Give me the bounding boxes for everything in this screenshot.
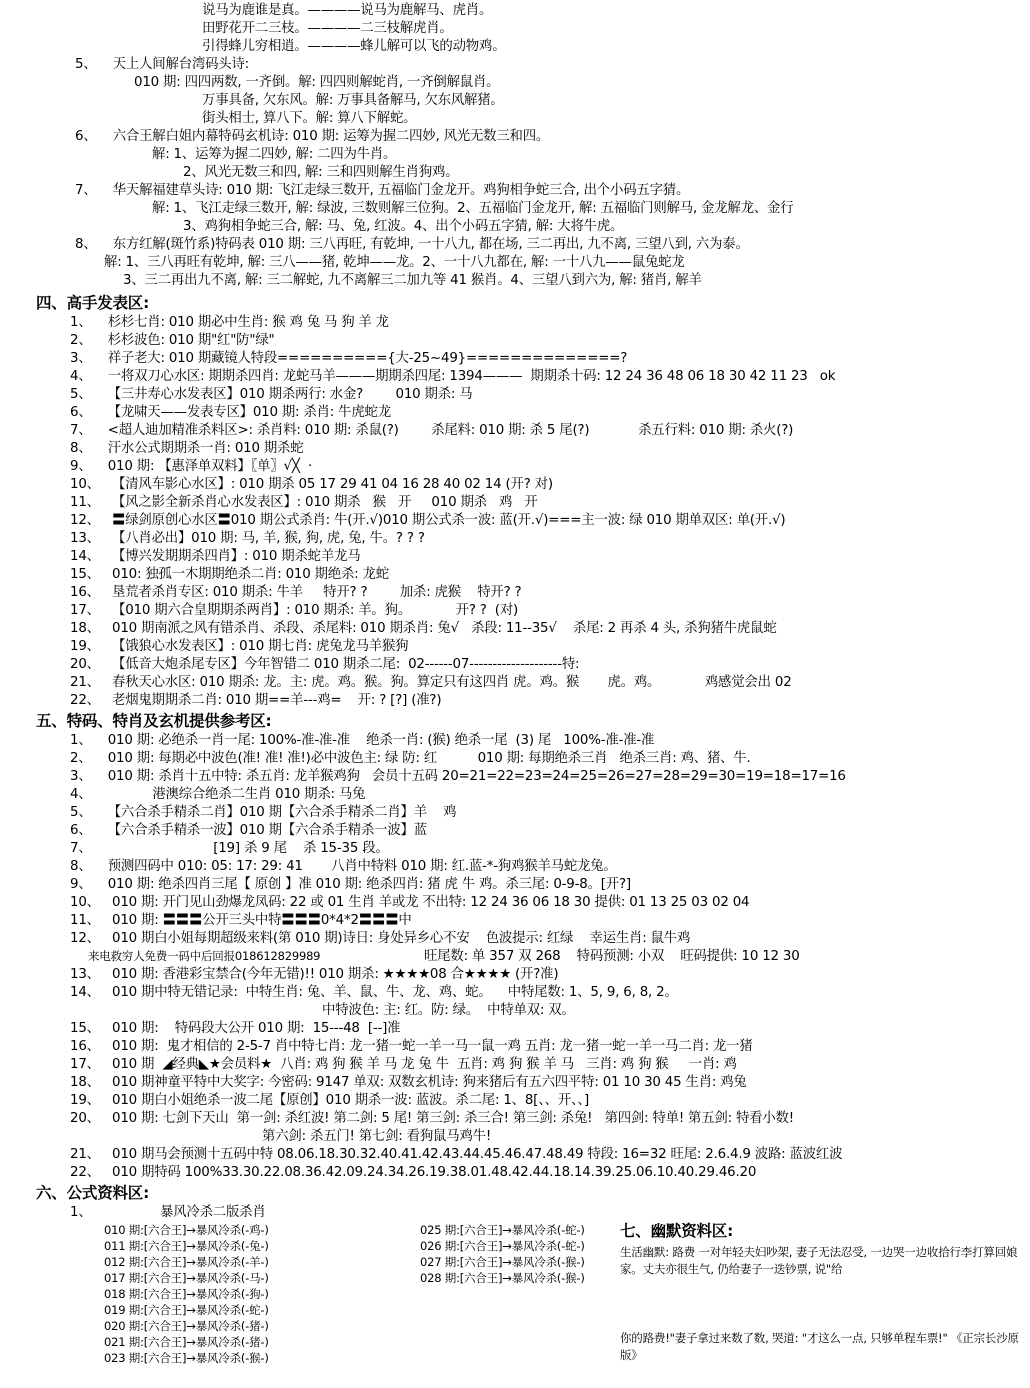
text-line: 7、 <超人迪加精准杀料区>: 杀肖料: 010 期: 杀鼠(?) 杀尾料: 010 期: 杀 5 尾(?) 杀五行料: 010 期: 杀火(?) <box>70 423 794 438</box>
text-line: 010 期: 四四两数, 一齐倒。解: 四四则解蛇肖, 一齐倒解鼠肖。 <box>134 75 500 90</box>
text-line: 8、 汗水公式期期杀一肖: 010 期杀蛇 <box>70 441 304 456</box>
text-line: 解: 1、飞江走绿三数开, 解: 绿波, 三数则解三位狗。2、五福临门金龙开, 解: 五福临门则解马, 金龙解龙、金行 <box>152 201 794 216</box>
section-heading: 六、公式资料区: <box>36 1184 150 1202</box>
text-line: 生活幽默: 路费 一对年轻夫妇吵架, 妻子无法忍受, 一边哭一边收拾行李打算回娘家。丈夫亦很生气, 仍给妻子一迭钞票, 说"给 <box>620 1245 1018 1276</box>
text-line: 20、 【低音大炮杀尾专区】今年智错二 010 期杀二尾: 02------07--------------------特: <box>70 657 580 672</box>
formula-row: 023 期:[六合王]→暴风冷杀(-猴-) <box>104 1351 269 1365</box>
text-line: 3、 祥子老大: 010 期藏镜人特段=========={大-25~49}==============? <box>70 351 628 366</box>
text-line: 6、 【龙啸天——发表专区】010 期: 杀肖: 牛虎蛇龙 <box>70 405 391 420</box>
formula-row: 020 期:[六合王]→暴风冷杀(-猪-) <box>104 1319 269 1333</box>
text-line: 5、 天上人间解台湾码头诗: <box>75 57 249 72</box>
text-line: 3、 010 期: 杀肖十五中特: 杀五肖: 龙羊猴鸡狗 会员十五码 20=21=22=23=24=25=26=27=28=29=30=19=18=17=16 <box>70 769 846 784</box>
text-line: 12、 〓绿剑原创心水区〓010 期公式杀肖: 牛(开.√)010 期公式杀一波: 蓝(开.√)===主一波: 绿 010 期单双区: 单(开.√) <box>70 513 786 528</box>
text-line: 21、 010 期马会预测十五码中特 08.06.18.30.32.40.41.42.43.44.45.46.47.48.49 特段: 16=32 旺尾: 2.6.4.9 波路: 蓝波红波 <box>70 1147 843 1162</box>
text-line: 6、 【六合杀手精杀一波】010 期【六合杀手精杀一波】蓝 <box>70 823 427 838</box>
text-line: 5、 【六合杀手精杀二肖】010 期【六合杀手精杀二肖】羊 鸡 <box>70 805 457 820</box>
text-line: 2、 杉杉波色: 010 期"红"防"绿" <box>70 333 275 348</box>
formula-row: 026 期:[六合王]→暴风冷杀(-蛇-) <box>420 1239 585 1253</box>
text-line: 街头相士, 算八下。解: 算八下解蛇。 <box>202 111 417 126</box>
text-line: 12、 010 期白小姐每期超级来料(第 010 期)诗日: 身处异乡心不安 色波提示: 红绿 幸运生肖: 鼠牛鸡 <box>70 931 691 946</box>
text-line: 解: 1、运筹为握二四妙, 解: 二四为牛肖。 <box>152 147 397 162</box>
text-line: 14、 010 期中特无错记录: 中特生肖: 兔、羊、鼠、牛、龙、鸡、蛇。 中特尾数: 1、5, 9, 6, 8, 2。 <box>70 985 678 1000</box>
text-line: 2、风光无数三和四, 解: 三和四则解生肖狗鸡。 <box>183 165 459 180</box>
text-line: 中特波色: 主: 红。防: 绿。 中特单双: 双。 <box>322 1003 575 1018</box>
text-line: 17、 【010 期六合皇期期杀两肖】: 010 期杀: 羊。狗。 开? ? (对) <box>70 603 519 618</box>
text-line: 16、 010 期: 鬼才相信的 2-5-7 肖中特七肖: 龙一猪一蛇一羊一马一鼠一鸡 五肖: 龙一猪一蛇一羊一马二肖: 龙一猪 <box>70 1039 753 1054</box>
formula-row: 021 期:[六合王]→暴风冷杀(-猪-) <box>104 1335 269 1349</box>
text-line: 17、 010 期 ◢经典◣★会员料★ 八肖: 鸡 狗 猴 羊 马 龙 兔 牛 五肖: 鸡 狗 猴 羊 马 三肖: 鸡 狗 猴 一肖: 鸡 <box>70 1057 737 1072</box>
text-line: 1、 <box>70 1205 92 1220</box>
section-heading: 五、特码、特肖及玄机提供参考区: <box>36 712 272 730</box>
text-line: 3、三二再出九不离, 解: 三二解蛇, 九不离解三二加九等 41 猴肖。4、三望八到六为, 解: 猪肖, 解羊 <box>123 273 702 288</box>
text-line: 22、 010 期特码 100%33.30.22.08.36.42.09.24.34.26.19.38.01.48.42.44.18.14.39.25.06.10.40.29.46.20 <box>70 1165 757 1180</box>
formula-row: 019 期:[六合王]→暴风冷杀(-蛇-) <box>104 1303 269 1317</box>
text-line: 来电救穷人免费一码中后回报018612829989 <box>88 949 321 963</box>
text-line: 21、 春秋天心水区: 010 期杀: 龙。主: 虎。鸡。猴。狗。算定只有这四肖 虎。鸡。猴 虎。鸡。 鸡感觉会出 02 <box>70 675 792 690</box>
text-line: 9、 010 期: 绝杀四肖三尾【 原创 】准 010 期: 绝杀四肖: 猪 虎 牛 鸡。杀三尾: 0-9-8。[开?] <box>70 877 631 892</box>
text-line: 说马为鹿谁是真。————说马为鹿解马、虎肖。 <box>202 3 493 18</box>
section-heading: 四、高手发表区: <box>36 294 150 312</box>
formula-row: 017 期:[六合王]→暴风冷杀(-马-) <box>104 1271 269 1285</box>
text-line: 18、 010 期南派之风有错杀肖、杀段、杀尾料: 010 期杀肖: 兔√ 杀段: 11--35√ 杀尾: 2 再杀 4 头, 杀狗猪牛虎鼠蛇 <box>70 621 777 636</box>
text-line: 14、 【博兴发期期杀四肖】: 010 期杀蛇羊龙马 <box>70 549 361 564</box>
text-line: 引得蜂儿穷相逍。————蜂儿解可以飞的动物鸡。 <box>202 39 506 54</box>
text-line: 16、 垦荒者杀肖专区: 010 期杀: 牛羊 特开? ? 加杀: 虎猴 特开? ? <box>70 585 522 600</box>
text-line: 1、 010 期: 必绝杀一肖一尾: 100%-准-准-准 绝杀一肖: (猴) 绝杀一尾 (3) 尾 100%-准-准-准 <box>70 733 655 748</box>
text-line: 9、 010 期: 【惠泽单双料】〖单〗√╳ · <box>70 459 312 474</box>
text-line: 20、 010 期: 七剑下天山 第一剑: 杀红波! 第二剑: 5 尾! 第三剑: 杀三合! 第三剑: 杀兔! 第四剑: 特单! 第五剑: 特看小数! <box>70 1111 794 1126</box>
text-line: 1、 杉杉七肖: 010 期必中生肖: 猴 鸡 兔 马 狗 羊 龙 <box>70 315 389 330</box>
text-line: 7、 华天解福建草头诗: 010 期: 飞江走绿三数开, 五福临门金龙开。鸡狗相争蛇三合, 出个小码五字猜。 <box>75 183 690 198</box>
text-line: 11、 【风之影全新杀肖心水发表区】: 010 期杀 猴 开 010 期杀 鸡 开 <box>70 495 538 510</box>
text-line: 3、鸡狗相争蛇三合, 解: 马、兔, 红波。4、出个小码五字猜, 解: 大将牛虎。 <box>183 219 624 234</box>
formula-row: 018 期:[六合王]→暴风冷杀(-狗-) <box>104 1287 269 1301</box>
text-line: 11、 010 期: 〓〓〓公开三头中特〓〓〓0*4*2〓〓〓中 <box>70 913 412 928</box>
formula-row: 011 期:[六合王]→暴风冷杀(-兔-) <box>104 1239 269 1253</box>
text-line: 4、 一将双刀心水区: 期期杀四肖: 龙蛇马羊———期期杀四尾: 1394——— 期期杀十码: 12 24 36 48 06 18 30 42 11 23 ok <box>70 369 836 384</box>
section-heading: 七、幽默资料区: <box>620 1222 734 1240</box>
formula-row: 010 期:[六合王]→暴风冷杀(-鸡-) <box>104 1223 269 1237</box>
text-line: 暴风冷杀二版杀肖 <box>160 1205 266 1220</box>
text-line: 13、 【八肖必出】010 期: 马, 羊, 猴, 狗, 虎, 兔, 牛。? ? ? <box>70 531 425 546</box>
formula-row: 025 期:[六合王]→暴风冷杀(-蛇-) <box>420 1223 585 1237</box>
text-line: 15、 010 期: 特码段大公开 010 期: 15---48 [--]准 <box>70 1021 401 1036</box>
formula-row: 012 期:[六合王]→暴风冷杀(-羊-) <box>104 1255 269 1269</box>
text-line: 田野花开二三枝。————二三枝解虎肖。 <box>202 21 453 36</box>
formula-row: 027 期:[六合王]→暴风冷杀(-猴-) <box>420 1255 585 1269</box>
text-line: 19、 010 期白小姐绝杀一波二尾【原创】010 期杀一波: 蓝波。杀二尾: 1、8[、、开、、] <box>70 1093 590 1108</box>
text-line: 2、 010 期: 每期必中波色(准! 准! 准!)必中波色主: 绿 防: 红 010 期: 每期绝杀三肖 绝杀三肖: 鸡、猪、牛. <box>70 751 751 766</box>
text-line: 8、 东方红解(斑竹系)特码表 010 期: 三八再旺, 有乾坤, 一十八九, 都在场, 三二再出, 九不离, 三望八到, 六为泰。 <box>75 237 749 252</box>
text-line: 6、 六合王解白姐内幕特码玄机诗: 010 期: 运筹为握二四妙, 风光无数三和四。 <box>75 129 550 144</box>
text-line: 万事具备, 欠东风。解: 万事具备解马, 欠东风解猪。 <box>202 93 504 108</box>
text-line: 8、 预测四码中 010: 05: 17: 29: 41 八肖中特料 010 期: 红.蓝-*-狗鸡猴羊马蛇龙兔。 <box>70 859 617 874</box>
text-line: 4、 港澳综合绝杀二生肖 010 期杀: 马兔 <box>70 787 366 802</box>
text-line: 19、 【饿狼心水发表区】: 010 期七肖: 虎兔龙马羊猴狗 <box>70 639 409 654</box>
text-line: 10、 010 期: 开门见山劲爆龙凤码: 22 或 01 生肖 羊或龙 不出特: 12 24 36 06 18 30 提供: 01 13 25 03 02 04 <box>70 895 750 910</box>
text-line: 解: 1、三八再旺有乾坤, 解: 三八——猪, 乾坤——龙。2、一十八九都在, 解: 一十八九——鼠兔蛇龙 <box>104 255 685 270</box>
formula-row: 028 期:[六合王]→暴风冷杀(-猴-) <box>420 1271 585 1285</box>
text-line: 第六剑: 杀五门! 第七剑: 看狗鼠马鸡牛! <box>262 1129 491 1144</box>
text-line: 22、 老烟鬼期期杀二肖: 010 期==羊---鸡= 开: ? [?] (准?) <box>70 693 442 708</box>
text-line: 旺尾数: 单 357 双 268 特码预测: 小双 旺码提供: 10 12 30 <box>424 949 800 964</box>
text-line: 10、 【清风车影心水区】: 010 期杀 05 17 29 41 04 16 28 40 02 14 (开? 对) <box>70 477 553 492</box>
text-line: 18、 010 期神童平特中大奖字: 今密码: 9147 单双: 双数玄机诗: 狗来猪后有五六四平特: 01 10 30 45 生肖: 鸡兔 <box>70 1075 747 1090</box>
text-line: 13、 010 期: 香港彩宝禁合(今年无错)!! 010 期杀: ★★★★08 合★★★★ (开?准) <box>70 967 559 982</box>
text-line: 15、 010: 独孤一木期期绝杀二肖: 010 期绝杀: 龙蛇 <box>70 567 389 582</box>
text-line: 7、 [19] 杀 9 尾 杀 15-35 段。 <box>70 841 389 856</box>
text-line: 你的路费!"妻子拿过来数了数, 哭道: "才这么一点, 只够单程车票!" 《正宗长沙原版》 <box>620 1331 1019 1362</box>
text-line: 5、 【三井寿心水发表区】010 期杀两行: 水金? 010 期杀: 马 <box>70 387 473 402</box>
